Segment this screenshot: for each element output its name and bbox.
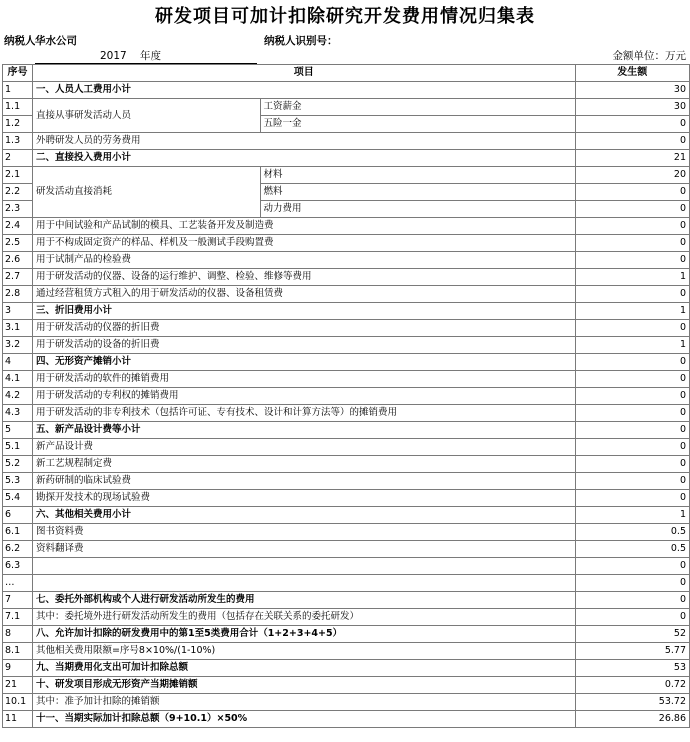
table-row [3,235,690,252]
table-row [3,99,690,116]
taxpayer-label: 纳税人 [4,35,36,47]
row-item: 外聘研发人员的劳务费用 [32,133,575,150]
row-amount: 0 [575,184,689,201]
row-amount: 0 [575,473,689,490]
row-amount: 52 [575,626,689,643]
table-row [3,507,690,524]
table-row [3,354,690,371]
row-number: 2.8 [3,286,33,303]
table-row [3,286,690,303]
row-number: 2.1 [3,167,33,184]
table-row [3,558,690,575]
row-amount: 0 [575,575,689,592]
table-row [3,677,690,694]
row-amount: 20 [575,167,689,184]
row-number: 3 [3,303,33,320]
row-number: 2.4 [3,218,33,235]
table-row [3,626,690,643]
row-number: 9 [3,660,33,677]
taxid-label: 纳税人识别号： [264,35,338,47]
row-number: 1.3 [3,133,33,150]
table-row [3,609,690,626]
report-year: 2017 [100,50,127,62]
row-item: 其他相关费用限额=序号8×10%/(1-10%) [32,643,575,660]
table-row [3,643,690,660]
row-number: 2.5 [3,235,33,252]
row-amount: 0.5 [575,524,689,541]
row-item: 用于不构成固定资产的样品、样机及一般测试手段购置费 [32,235,575,252]
row-number: 21 [3,677,33,694]
table-row [3,269,690,286]
row-number: 4.2 [3,388,33,405]
table-row [3,490,690,507]
row-item: 用于研发活动的设备的折旧费 [32,337,575,354]
row-number: 5 [3,422,33,439]
row-item: 六、其他相关费用小计 [32,507,575,524]
row-item [32,575,575,592]
row-amount: 0 [575,286,689,303]
row-group-label: 直接从事研发活动人员 [32,99,260,133]
row-number: 8.1 [3,643,33,660]
table-row [3,167,690,184]
row-number: 6.1 [3,524,33,541]
row-amount: 0 [575,371,689,388]
row-amount: 0 [575,490,689,507]
row-item: 二、直接投入费用小计 [32,150,575,167]
row-amount: 0 [575,133,689,150]
row-amount: 1 [575,303,689,320]
row-amount: 5.77 [575,643,689,660]
amount-unit: 金额单位：万元 [612,50,686,62]
row-item: 一、人员人工费用小计 [32,82,575,99]
row-item: 十一、当期实际加计扣除总额（9+10.1）×50% [32,711,575,728]
row-number: 5.4 [3,490,33,507]
row-number: 5.2 [3,456,33,473]
row-amount: 30 [575,82,689,99]
row-item: 八、允许加计扣除的研发费用中的第1至5类费用合计（1+2+3+4+5） [32,626,575,643]
table-row [3,218,690,235]
table-row [3,371,690,388]
row-number: 11 [3,711,33,728]
row-amount: 0 [575,592,689,609]
row-item: 通过经营租赁方式租入的用于研发活动的仪器、设备租赁费 [32,286,575,303]
row-sub-item: 工资薪金 [260,99,575,116]
row-item: 五、新产品设计费等小计 [32,422,575,439]
table-row [3,439,690,456]
row-amount: 30 [575,99,689,116]
column-header-amount: 发生额 [575,65,689,82]
row-item: 新工艺规程制定费 [32,456,575,473]
row-number: 1.2 [3,116,33,133]
row-item: 资料翻译费 [32,541,575,558]
row-sub-item: 燃料 [260,184,575,201]
report-year-suffix: 年度 [140,50,161,62]
row-item: 十、研发项目形成无形资产当期摊销额 [32,677,575,694]
row-sub-item: 材料 [260,167,575,184]
row-item: 用于中间试验和产品试制的模具、工艺装备开发及制造费 [32,218,575,235]
row-amount: 0 [575,405,689,422]
row-number: 6.3 [3,558,33,575]
row-group-label: 研发活动直接消耗 [32,167,260,218]
row-item [32,558,575,575]
row-number: 3.2 [3,337,33,354]
table-row [3,337,690,354]
row-number: 4.3 [3,405,33,422]
table-row [3,82,690,99]
row-amount: 0 [575,218,689,235]
row-amount: 1 [575,337,689,354]
row-amount: 0 [575,439,689,456]
taxpayer-name: 华水公司 [35,33,95,49]
row-number: 7.1 [3,609,33,626]
expense-table [2,64,690,728]
row-amount: 0 [575,320,689,337]
table-row [3,660,690,677]
row-item: 用于研发活动的非专利技术（包括许可证、专有技术、设计和计算方法等）的摊销费用 [32,405,575,422]
row-number: 5.1 [3,439,33,456]
table-row [3,405,690,422]
row-sub-item: 五险一金 [260,116,575,133]
row-item: 用于研发活动的仪器、设备的运行维护、调整、检验、维修等费用 [32,269,575,286]
row-amount: 0.5 [575,541,689,558]
row-amount: 26.86 [575,711,689,728]
row-item: 九、当期费用化支出可加计扣除总额 [32,660,575,677]
row-item: 其中：委托境外进行研发活动所发生的费用（包括存在关联关系的委托研发） [32,609,575,626]
row-amount: 0 [575,252,689,269]
row-amount: 53.72 [575,694,689,711]
row-number: 3.1 [3,320,33,337]
row-number: … [3,575,33,592]
row-number: 6.2 [3,541,33,558]
table-row [3,575,690,592]
column-header-no: 序号 [3,65,33,82]
expense-table-body [3,65,690,728]
row-number: 2.2 [3,184,33,201]
row-amount: 1 [575,507,689,524]
row-item: 图书资料费 [32,524,575,541]
row-item: 勘探开发技术的现场试验费 [32,490,575,507]
row-number: 2 [3,150,33,167]
row-item: 其中：准予加计扣除的摊销额 [32,694,575,711]
row-number: 1.1 [3,99,33,116]
row-amount: 0 [575,558,689,575]
table-row [3,252,690,269]
table-row [3,150,690,167]
row-number: 2.6 [3,252,33,269]
row-amount: 0.72 [575,677,689,694]
row-amount: 0 [575,116,689,133]
row-number: 6 [3,507,33,524]
table-row [3,541,690,558]
row-number: 10.1 [3,694,33,711]
row-amount: 21 [575,150,689,167]
table-row [3,711,690,728]
table-row [3,388,690,405]
row-number: 5.3 [3,473,33,490]
row-number: 4 [3,354,33,371]
row-item: 新药研制的临床试验费 [32,473,575,490]
table-row [3,303,690,320]
report-title: 研发项目可加计扣除研究开发费用情况归集表 [155,6,535,27]
row-amount: 0 [575,422,689,439]
row-number: 4.1 [3,371,33,388]
row-item: 用于研发活动的仪器的折旧费 [32,320,575,337]
table-row [3,320,690,337]
row-item: 用于研发活动的软件的摊销费用 [32,371,575,388]
row-number: 2.3 [3,201,33,218]
row-number: 7 [3,592,33,609]
row-item: 用于研发活动的专利权的摊销费用 [32,388,575,405]
row-amount: 0 [575,609,689,626]
row-amount: 0 [575,354,689,371]
table-row [3,592,690,609]
table-row [3,473,690,490]
row-number: 1 [3,82,33,99]
row-number: 2.7 [3,269,33,286]
row-number: 8 [3,626,33,643]
row-amount: 0 [575,456,689,473]
row-item: 新产品设计费 [32,439,575,456]
table-header-row [3,65,690,82]
row-item: 用于试制产品的检验费 [32,252,575,269]
table-row [3,524,690,541]
row-amount: 0 [575,201,689,218]
row-item: 三、折旧费用小计 [32,303,575,320]
row-item: 七、委托外部机构或个人进行研发活动所发生的费用 [32,592,575,609]
table-row [3,422,690,439]
column-header-item: 项目 [32,65,575,82]
row-amount: 0 [575,388,689,405]
row-amount: 53 [575,660,689,677]
table-row [3,133,690,150]
row-item: 四、无形资产摊销小计 [32,354,575,371]
table-row [3,694,690,711]
row-amount: 1 [575,269,689,286]
row-amount: 0 [575,235,689,252]
row-sub-item: 动力费用 [260,201,575,218]
table-row [3,456,690,473]
